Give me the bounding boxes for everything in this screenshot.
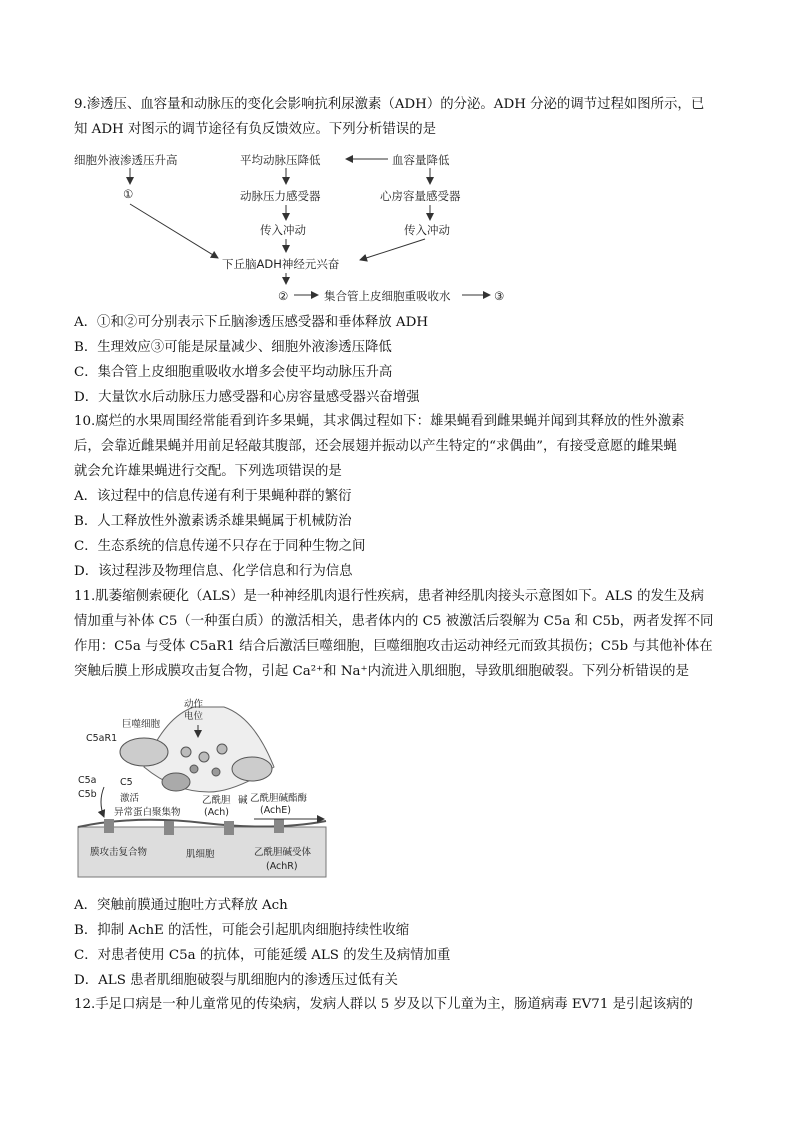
q11-option-c[interactable]: C．对患者使用 C5a 的抗体，可能延缓 ALS 的发生及病情加重: [74, 948, 451, 963]
q11-figure: [74, 697, 344, 887]
q9-option-d[interactable]: D．大量饮水后动脉压力感受器和心房容量感受器兴奋增强: [74, 390, 420, 405]
diagram-node-circle1: ①: [123, 187, 134, 201]
q10-stem-line1: 10.腐烂的水果周围经常能看到许多果蝇，其求偶过程如下：雄果蝇看到雌果蝇并闻到其释放的性外激素: [74, 414, 685, 429]
q11-option-b[interactable]: B．抑制 AchE 的活性，可能会引起肌肉细胞持续性收缩: [74, 923, 410, 938]
fig-label-c5: C5: [120, 777, 133, 788]
diagram-node-baroreceptor: 动脉压力感受器: [240, 189, 321, 203]
fig-label-achr-abbr: (AchR): [266, 861, 298, 872]
fig-label-c5b: C5b: [78, 789, 97, 800]
diagram-node-osmotic: 细胞外液渗透压升高: [74, 153, 178, 167]
q9-diagram: [70, 148, 550, 308]
diagram-node-arterial-pressure: 平均动脉压降低: [240, 153, 321, 167]
fig-label-c5a: C5a: [78, 775, 97, 786]
q10-option-c[interactable]: C．生态系统的信息传递不只存在于同种生物之间: [74, 539, 366, 554]
q10-option-b[interactable]: B．人工释放性外激素诱杀雄果蝇属于机械防治: [74, 514, 352, 529]
q10-stem-line3: 就会允许雄果蝇进行交配。下列选项错误的是: [74, 464, 342, 479]
q9-stem-line2: 知 ADH 对图示的调节途径有负反馈效应。下列分析错误的是: [74, 122, 436, 137]
fig-label-ach-abbr: (Ach): [204, 807, 229, 818]
fig-label-ache: 乙酰胆碱酯酶: [250, 793, 308, 804]
q11-stem-line2: 情加重与补体 C5（一种蛋白质）的激活相关，患者体内的 C5 被激活后裂解为 C5a 和 C5b，两者发挥不同: [74, 614, 714, 629]
q11-option-a[interactable]: A．突触前膜通过胞吐方式释放 Ach: [74, 898, 288, 913]
diagram-node-hypothalamus: 下丘脑ADH神经元兴奋: [222, 257, 340, 271]
diagram-node-atrial-receptor: 心房容量感受器: [380, 189, 461, 203]
fig-label-ach-1: 乙酰胆: [202, 795, 231, 806]
diagram-node-collecting-duct: 集合管上皮细胞重吸收水: [324, 289, 451, 303]
fig-label-action: 动作: [184, 699, 204, 710]
diagram-node-impulse-left: 传入冲动: [260, 223, 306, 237]
q9-stem-line1: 9.渗透压、血容量和动脉压的变化会影响抗利尿激素（ADH）的分泌。ADH 分泌的调节过程如图所示，已: [74, 97, 705, 112]
q9-option-b[interactable]: B．生理效应③可能是尿量减少、细胞外液渗透压降低: [74, 340, 392, 355]
fig-label-achr: 乙酰胆碱受体: [254, 847, 312, 858]
q10-option-d[interactable]: D．该过程涉及物理信息、化学信息和行为信息: [74, 564, 353, 579]
diagram-node-circle2: ②: [278, 289, 289, 303]
fig-label-c5ar1: C5aR1: [86, 733, 118, 744]
q10-stem-line2: 后，会靠近雌果蝇并用前足轻敲其腹部，还会展翅并振动以产生特定的“求偶曲”，有接受意愿的雌果蝇: [74, 439, 677, 454]
fig-label-aggregate: 异常蛋白聚集物: [114, 807, 181, 818]
q12-stem-line1: 12.手足口病是一种儿童常见的传染病，发病人群以 5 岁及以下儿童为主，肠道病毒 EV71 是引起该病的: [74, 997, 693, 1012]
diagram-node-circle3: ③: [494, 289, 505, 303]
q11-stem-line1: 11.肌萎缩侧索硬化（ALS）是一种神经肌肉退行性疾病，患者神经肌肉接头示意图如下。ALS 的发生及病: [74, 589, 705, 604]
q11-stem-line3: 作用：C5a 与受体 C5aR1 结合后激活巨噬细胞，巨噬细胞攻击运动神经元而致其损伤；C5b 与其他补体在: [74, 639, 713, 654]
fig-label-activate: 激活: [120, 793, 140, 804]
diagram-node-blood-volume: 血容量降低: [392, 153, 450, 167]
q9-option-c[interactable]: C．集合管上皮细胞重吸收水增多会使平均动脉压升高: [74, 365, 393, 380]
q9-option-a[interactable]: A．①和②可分别表示下丘脑渗透压感受器和垂体释放 ADH: [74, 315, 428, 330]
q11-stem-line4: 突触后膜上形成膜攻击复合物，引起 Ca²⁺和 Na⁺内流进入肌细胞，导致肌细胞破裂。下列分析错误的是: [74, 664, 689, 679]
q10-option-a[interactable]: A．该过程中的信息传递有利于果蝇种群的繁衍: [74, 489, 352, 504]
fig-label-macrophage: 巨噬细胞: [122, 719, 161, 730]
diagram-node-impulse-right: 传入冲动: [404, 223, 450, 237]
fig-label-potential: 电位: [184, 711, 204, 722]
fig-label-mac: 膜攻击复合物: [90, 847, 148, 858]
fig-label-muscle: 肌细胞: [186, 849, 215, 860]
q11-option-d[interactable]: D．ALS 患者肌细胞破裂与肌细胞内的渗透压过低有关: [74, 973, 398, 988]
fig-label-ache-abbr: (AchE): [260, 805, 291, 816]
fig-label-ach-2: 碱: [238, 795, 248, 806]
